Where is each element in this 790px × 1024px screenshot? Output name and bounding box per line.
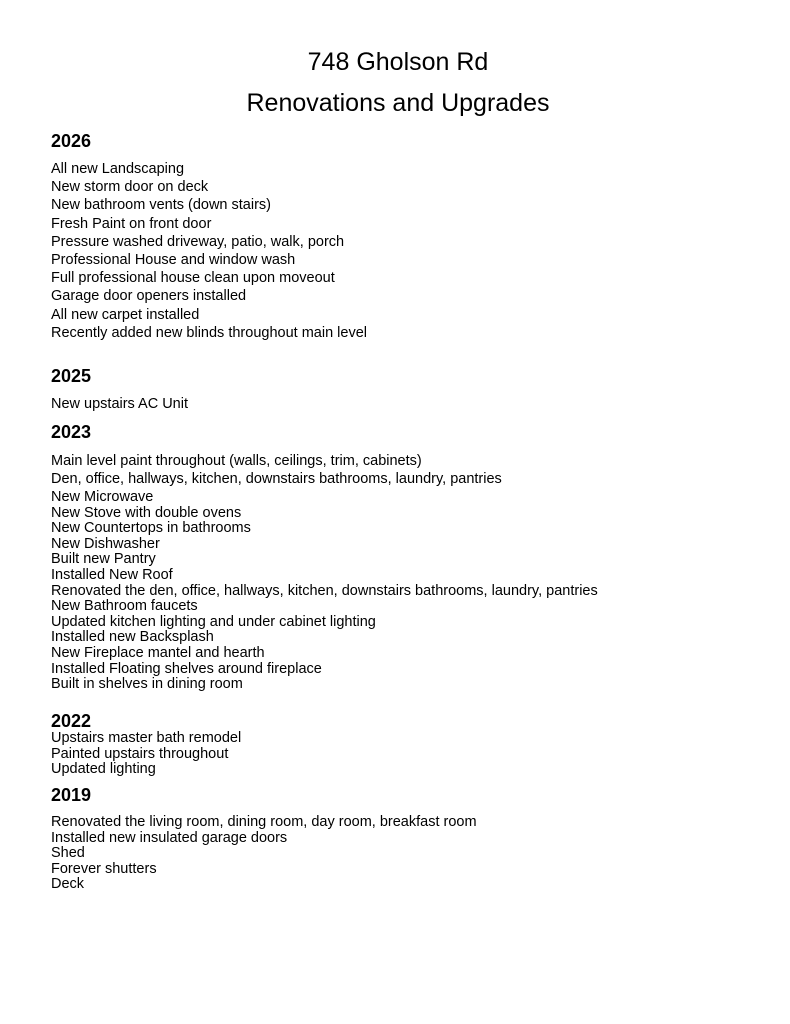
list-item: Shed	[51, 845, 85, 862]
section-year-2023: 2023	[51, 422, 92, 442]
section-year-2022: 2022	[51, 711, 92, 731]
list-item: Main level paint throughout (walls, ceilings, trim, cabinets)	[51, 453, 422, 469]
list-item: Installed New Roof	[51, 566, 173, 583]
section-year-2019: 2019	[51, 785, 92, 805]
list-item: New Countertops in bathrooms	[51, 520, 251, 537]
list-item: Recently added new blinds throughout main level	[51, 324, 367, 341]
list-item: Pressure washed driveway, patio, walk, porch	[51, 233, 345, 250]
list-item: Upstairs master bath remodel	[51, 730, 242, 746]
list-item: All new Landscaping	[51, 161, 185, 177]
list-item: Painted upstairs throughout	[51, 745, 229, 762]
section-2023-list-b	[51, 490, 598, 693]
section-2026-list	[51, 160, 367, 342]
section-2022-list	[51, 731, 241, 778]
list-item: New Fireplace mantel and hearth	[51, 644, 265, 661]
list-item: Updated lighting	[51, 761, 156, 778]
section-2019-list	[51, 815, 477, 893]
section-2023-list-a	[51, 452, 502, 488]
list-item: New Bathroom faucets	[51, 598, 198, 615]
list-item: Deck	[51, 876, 85, 893]
list-item: New storm door on deck	[51, 179, 209, 196]
list-item: Professional House and window wash	[51, 252, 296, 269]
section-2025-list	[51, 395, 188, 413]
list-item: Renovated the den, office, hallways, kitchen, downstairs bathrooms, laundry, pantries	[51, 582, 598, 599]
list-item: Garage door openers installed	[51, 288, 247, 305]
list-item: New Microwave	[51, 489, 154, 505]
list-item: Den, office, hallways, kitchen, downstairs bathrooms, laundry, pantries	[51, 471, 502, 488]
section-year-2026: 2026	[51, 131, 92, 151]
document-subtitle: Renovations and Upgrades	[246, 89, 550, 117]
list-item: Installed new insulated garage doors	[51, 829, 288, 846]
list-item: Updated kitchen lighting and under cabinet lighting	[51, 613, 376, 630]
list-item: Fresh Paint on front door	[51, 215, 212, 232]
list-item: All new carpet installed	[51, 306, 200, 323]
document-title: 748 Gholson Rd	[307, 48, 489, 76]
list-item: Full professional house clean upon moveout	[51, 270, 335, 287]
list-item: New upstairs AC Unit	[51, 396, 188, 412]
list-item: Forever shutters	[51, 860, 157, 877]
list-item: Installed Floating shelves around fireplace	[51, 660, 322, 677]
list-item: New Dishwasher	[51, 535, 160, 552]
list-item: Installed new Backsplash	[51, 629, 214, 646]
list-item: New bathroom vents (down stairs)	[51, 197, 271, 214]
section-year-2025: 2025	[51, 366, 92, 386]
list-item: New Stove with double ovens	[51, 504, 242, 521]
list-item: Renovated the living room, dining room, day room, breakfast room	[51, 814, 477, 830]
list-item: Built in shelves in dining room	[51, 676, 243, 693]
list-item: Built new Pantry	[51, 551, 156, 568]
